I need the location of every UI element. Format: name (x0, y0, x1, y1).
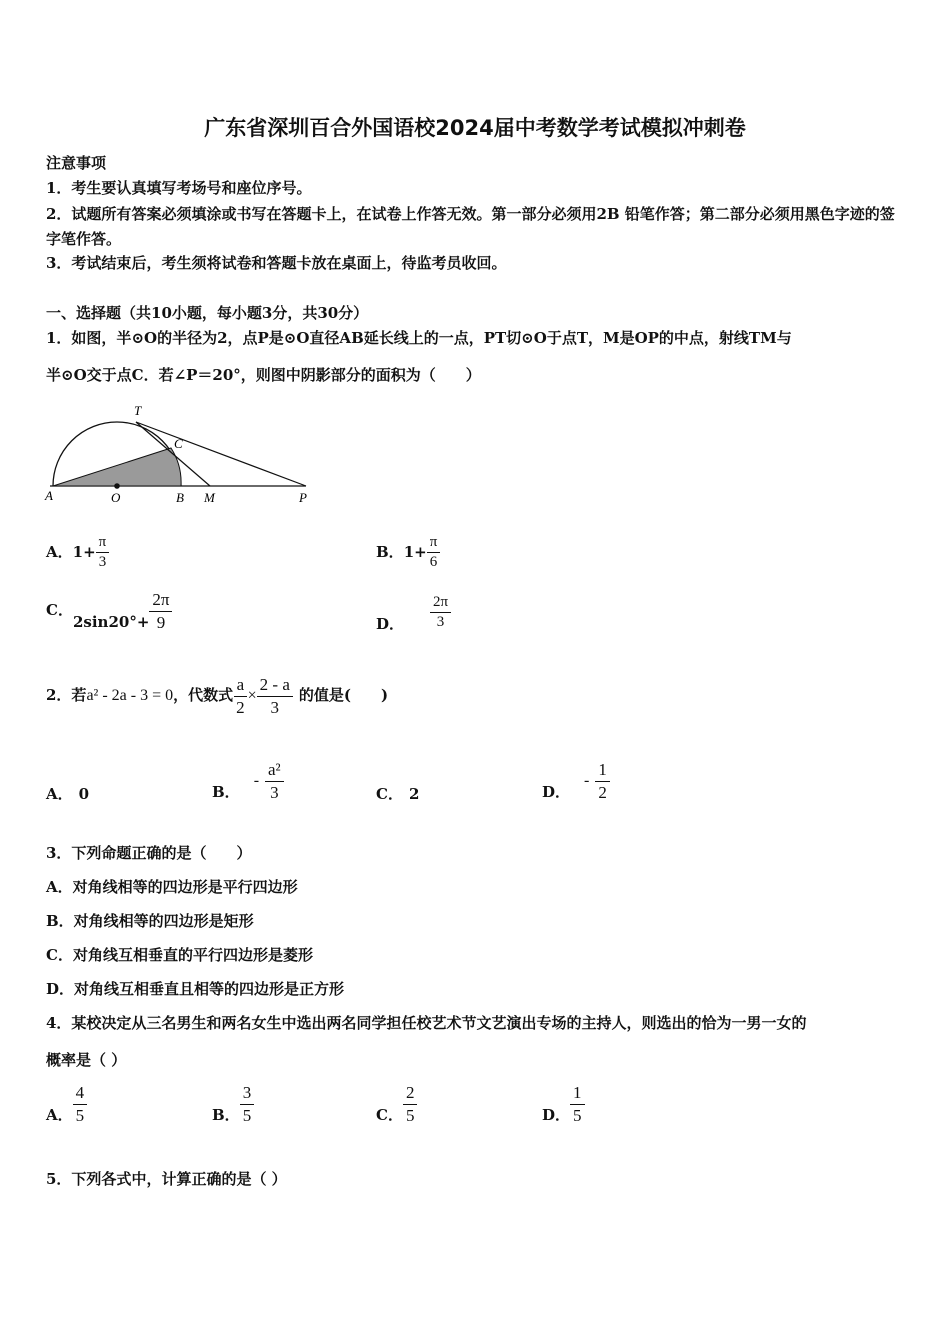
label-B: B (176, 490, 184, 505)
q3-option-c[interactable]: C．对角线互相垂直的平行四边形是菱形 (46, 946, 313, 964)
q2-equation: a² - 2a - 3 = 0 (86, 687, 174, 705)
shaded-region (53, 448, 181, 486)
q1-figure (40, 398, 330, 510)
fraction: $\frac{1}{5}$ (570, 1083, 585, 1125)
q2-stem: 2．若a² - 2a - 3 = 0，代数式 $\frac{a}{2}$ × $\frac{2 - a}{3}$ 的值是( ) (46, 675, 389, 717)
q4-option-b[interactable]: B． $\frac{3}{5}$ (212, 1083, 254, 1125)
q3-stem: 3．下列命题正确的是（ ） (46, 844, 252, 862)
center-dot (114, 483, 120, 489)
q2-option-c[interactable]: C． 2 (376, 785, 420, 803)
fraction: $\frac{4}{5}$ (73, 1083, 88, 1125)
q3-option-b[interactable]: B．对角线相等的四边形是矩形 (46, 912, 254, 930)
fraction: $\frac{1}{2}$ (595, 760, 610, 802)
label-O: O (111, 490, 121, 505)
fraction: $\frac{\text{a²}}{3}$ (265, 760, 284, 802)
q4-stem-line1: 4．某校决定从三名男生和两名女生中选出两名同学担任校艺术节文艺演出专场的主持人，则选出的恰为一男一女的 (46, 1014, 807, 1032)
fraction: $\frac{\pi}{6}$ (427, 534, 441, 572)
fraction: $\frac{2 - a}{3}$ (257, 675, 293, 717)
q3-option-d[interactable]: D．对角线互相垂直且相等的四边形是正方形 (46, 980, 345, 998)
q1-option-b[interactable]: B．1+ $\frac{\pi}{6}$ (376, 534, 440, 572)
label-M: M (204, 490, 215, 505)
notice-item-1: 1．考生要认真填写考场号和座位序号。 (46, 179, 312, 197)
page-title: 广东省深圳百合外国语校2024届中考数学考试模拟冲刺卷 (204, 116, 746, 140)
q4-option-a[interactable]: A． $\frac{4}{5}$ (46, 1083, 87, 1125)
q5-stem: 5．下列各式中，计算正确的是（ ） (46, 1170, 287, 1188)
q4-option-d[interactable]: D． $\frac{1}{5}$ (542, 1083, 585, 1125)
q4-stem-line2: 概率是（ ） (46, 1051, 127, 1069)
label-C: C (174, 436, 183, 451)
q2-option-b[interactable]: B．- $\frac{\text{a²}}{3}$ (212, 760, 284, 802)
q1-option-a[interactable]: A．1+ $\frac{\pi}{3}$ (46, 534, 109, 572)
fraction: $\frac{\pi}{3}$ (96, 534, 110, 572)
q3-option-a[interactable]: A．对角线相等的四边形是平行四边形 (46, 878, 298, 896)
q2-option-d[interactable]: D．- $\frac{1}{2}$ (542, 760, 610, 802)
label-T: T (134, 403, 142, 418)
fraction: $\frac{3}{5}$ (240, 1083, 255, 1125)
fraction: $\frac{2\pi}{3}$ (430, 594, 451, 632)
fraction: $\frac{a}{2}$ (233, 675, 248, 717)
notice-heading: 注意事项 (46, 154, 107, 172)
section-heading: 一、选择题（共10小题，每小题3分，共30分） (46, 304, 369, 322)
q1-stem-line2: 半⊙O交于点C．若∠P＝20°，则图中阴影部分的面积为（ ） (46, 366, 481, 384)
label-P: P (299, 490, 307, 505)
notice-item-3: 3．考试结束后，考生须将试卷和答题卡放在桌面上，待监考员收回。 (46, 254, 507, 272)
fraction: $\frac{2\pi}{9}$ (149, 590, 172, 632)
label-A: A (45, 488, 53, 503)
q1-stem-line1: 1．如图，半⊙O的半径为2，点P是⊙O直径AB延长线上的一点，PT切⊙O于点T，M是OP的中点，射线TM与 (46, 329, 792, 347)
q4-option-c[interactable]: C． $\frac{2}{5}$ (376, 1083, 417, 1125)
notice-item-2: 2．试题所有答案必须填涂或书写在答题卡上，在试卷上作答无效。第一部分必须用2B 铅笔作答；第二部分必须用黑色字迹的签字笔作答。 (46, 205, 895, 248)
fraction: $\frac{2}{5}$ (403, 1083, 418, 1125)
q1-option-c[interactable]: C．2sin20°+ $\frac{2\pi}{9}$ (46, 590, 172, 632)
q1-option-d[interactable]: D． $\frac{2\pi}{3}$ (376, 594, 451, 632)
q2-option-a[interactable]: A． 0 (46, 785, 90, 803)
